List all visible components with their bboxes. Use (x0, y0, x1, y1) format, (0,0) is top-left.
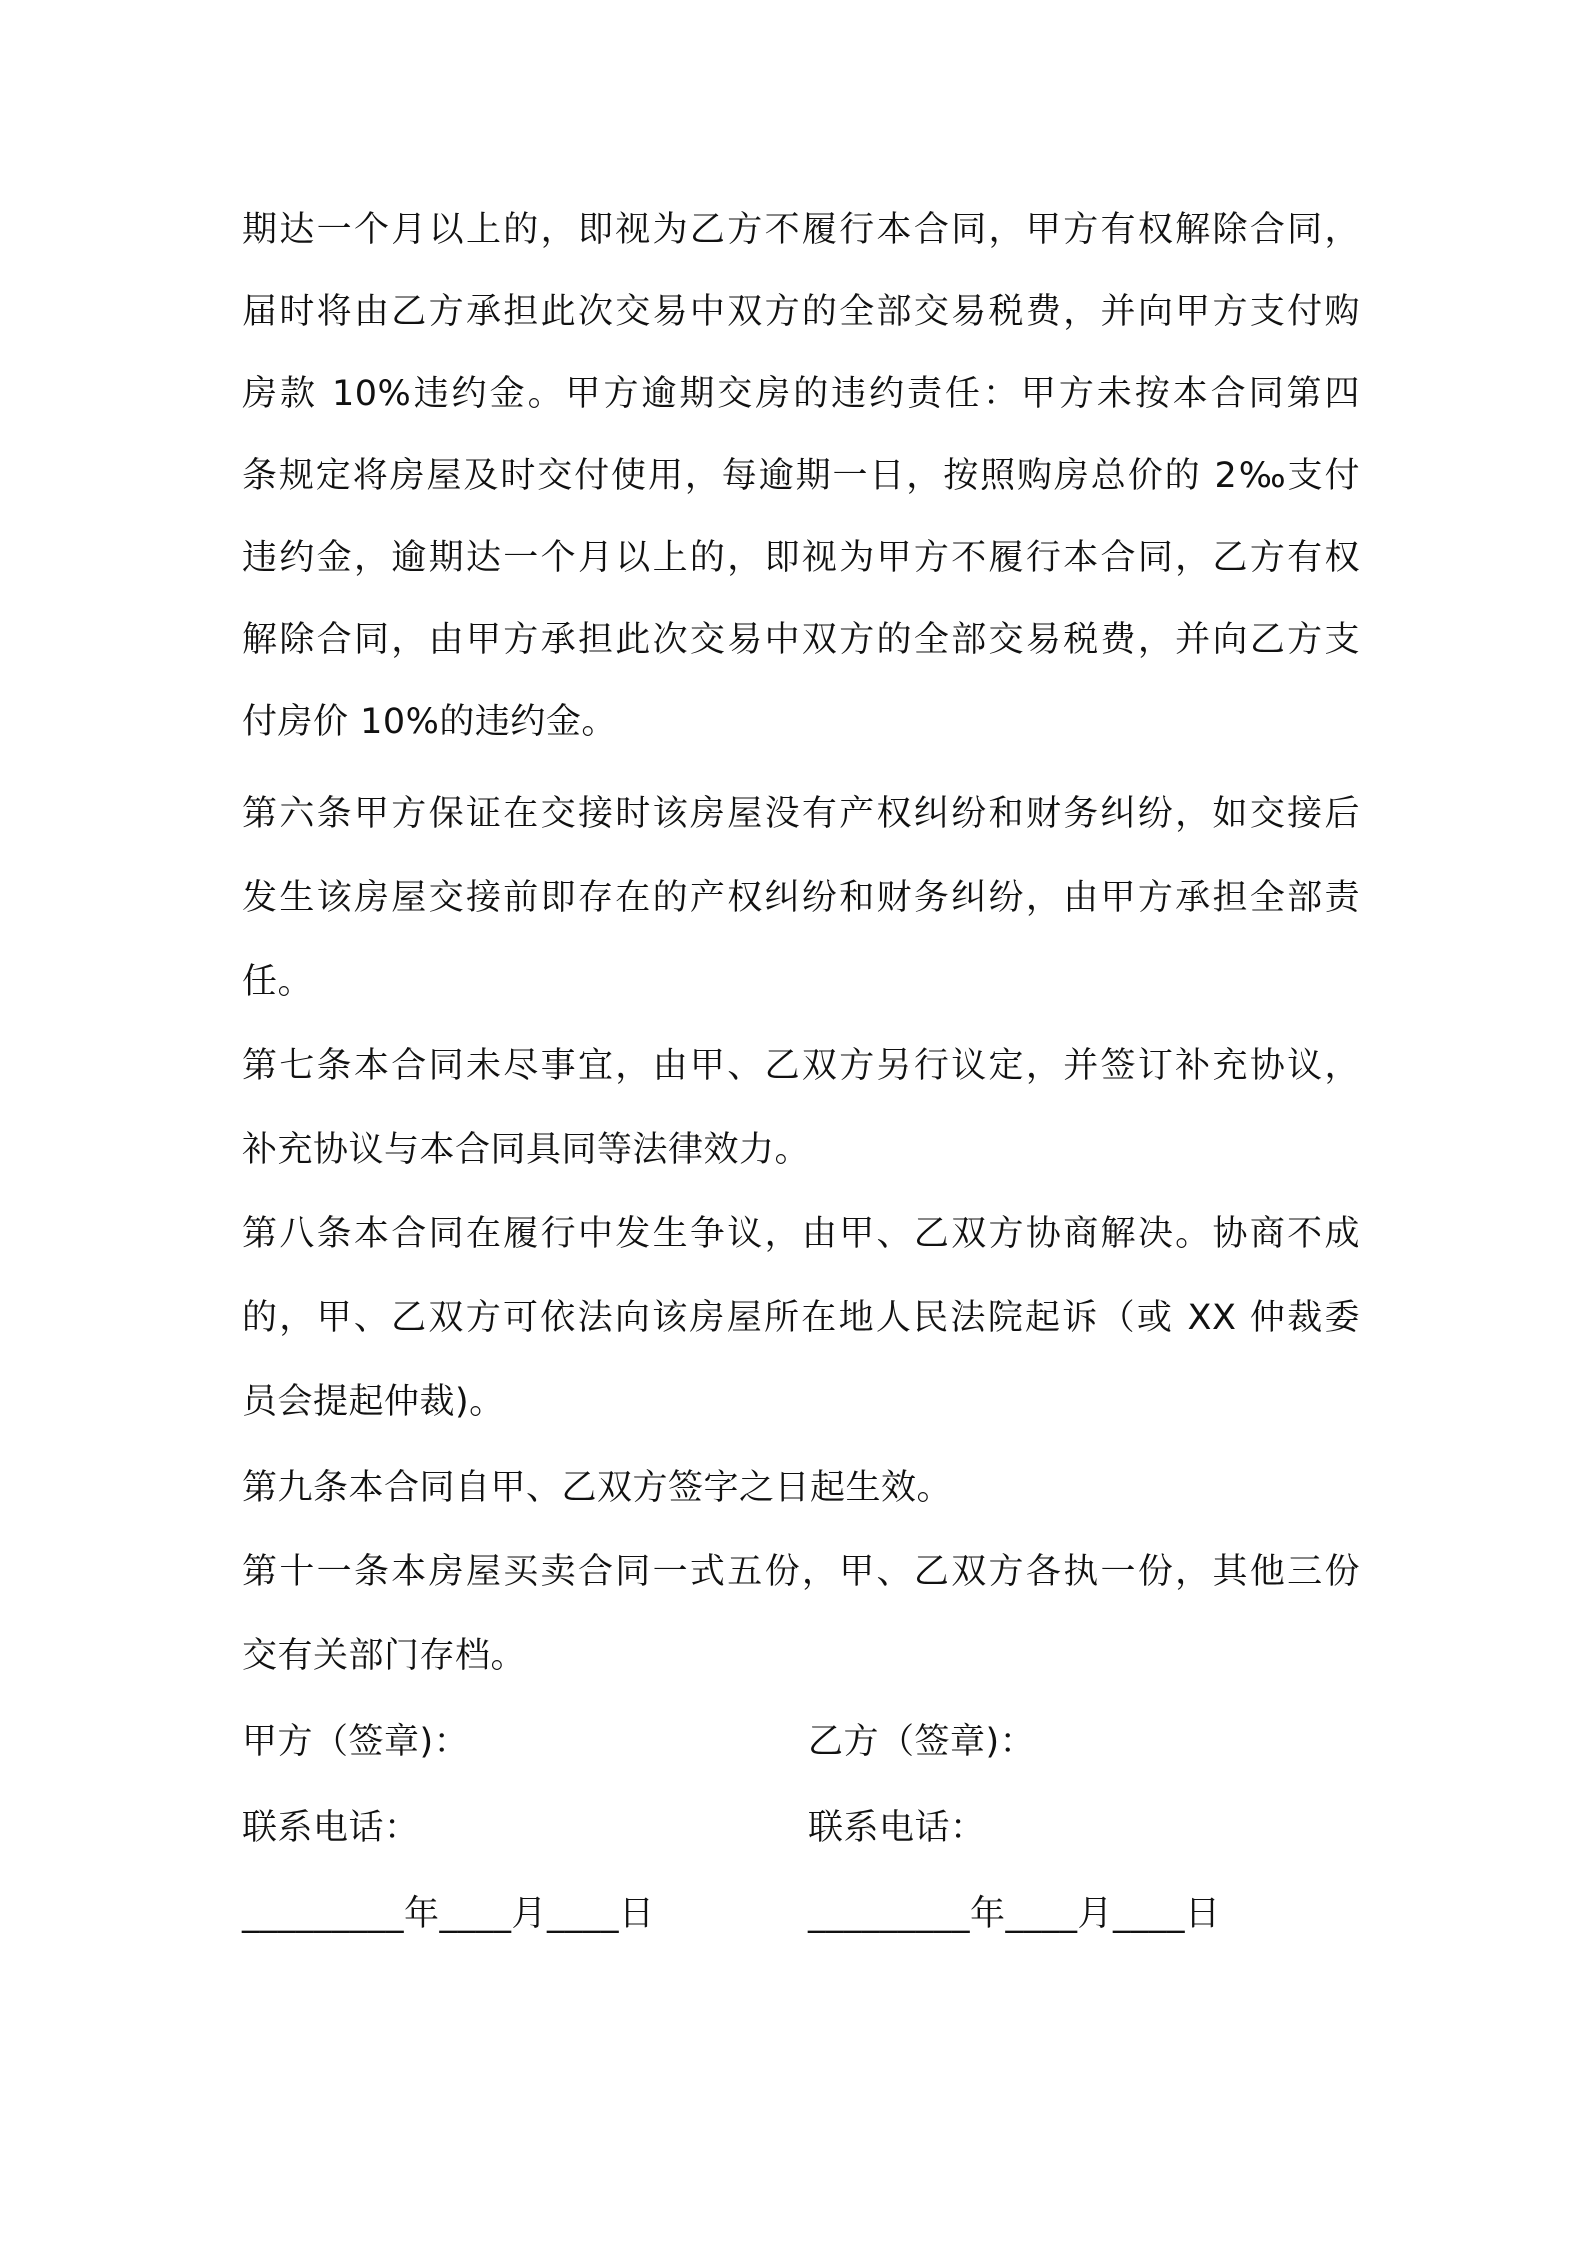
article-8-line: 员会提起仲裁)。 (242, 1382, 505, 1422)
party-b-phone-label: 联系电话： (808, 1808, 986, 1848)
party-b-signature-label: 乙方（签章)： (808, 1722, 1036, 1762)
article-6-line: 任。 (242, 962, 314, 1002)
article-6-line: 第六条甲方保证在交接时该房屋没有产权纠纷和财务纠纷，如交接后 (242, 794, 1360, 834)
article-8-line: 第八条本合同在履行中发生争议，由甲、乙双方协商解决。协商不成 (242, 1214, 1360, 1254)
party-b-date-line: _________年____月____日 (808, 1894, 1221, 1934)
paragraph-line: 期达一个月以上的，即视为乙方不履行本合同，甲方有权解除合同， (242, 210, 1360, 250)
article-7-line: 补充协议与本合同具同等法律效力。 (242, 1130, 811, 1170)
article-8-line: 的，甲、乙双方可依法向该房屋所在地人民法院起诉（或 XX 仲裁委 (242, 1298, 1360, 1338)
article-6-line: 发生该房屋交接前即存在的产权纠纷和财务纠纷，由甲方承担全部责 (242, 878, 1360, 918)
paragraph-line: 条规定将房屋及时交付使用，每逾期一日，按照购房总价的 2‰支付 (242, 456, 1360, 496)
paragraph-line: 届时将由乙方承担此次交易中双方的全部交易税费，并向甲方支付购 (242, 292, 1360, 332)
paragraph-line: 解除合同，由甲方承担此次交易中双方的全部交易税费，并向乙方支 (242, 620, 1360, 660)
party-a-date-line: _________年____月____日 (242, 1894, 655, 1934)
party-a-signature-label: 甲方（签章)： (242, 1722, 470, 1762)
article-11-line: 交有关部门存档。 (242, 1636, 527, 1676)
paragraph-line: 违约金，逾期达一个月以上的，即视为甲方不履行本合同，乙方有权 (242, 538, 1360, 578)
article-11-line: 第十一条本房屋买卖合同一式五份，甲、乙双方各执一份，其他三份 (242, 1552, 1360, 1592)
party-a-phone-label: 联系电话： (242, 1808, 420, 1848)
paragraph-line: 房款 10%违约金。甲方逾期交房的违约责任：甲方未按本合同第四 (242, 374, 1360, 414)
paragraph-line: 付房价 10%的违约金。 (242, 702, 617, 742)
article-7-line: 第七条本合同未尽事宜，由甲、乙双方另行议定，并签订补充协议， (242, 1046, 1360, 1086)
article-9-line: 第九条本合同自甲、乙双方签字之日起生效。 (242, 1468, 953, 1508)
